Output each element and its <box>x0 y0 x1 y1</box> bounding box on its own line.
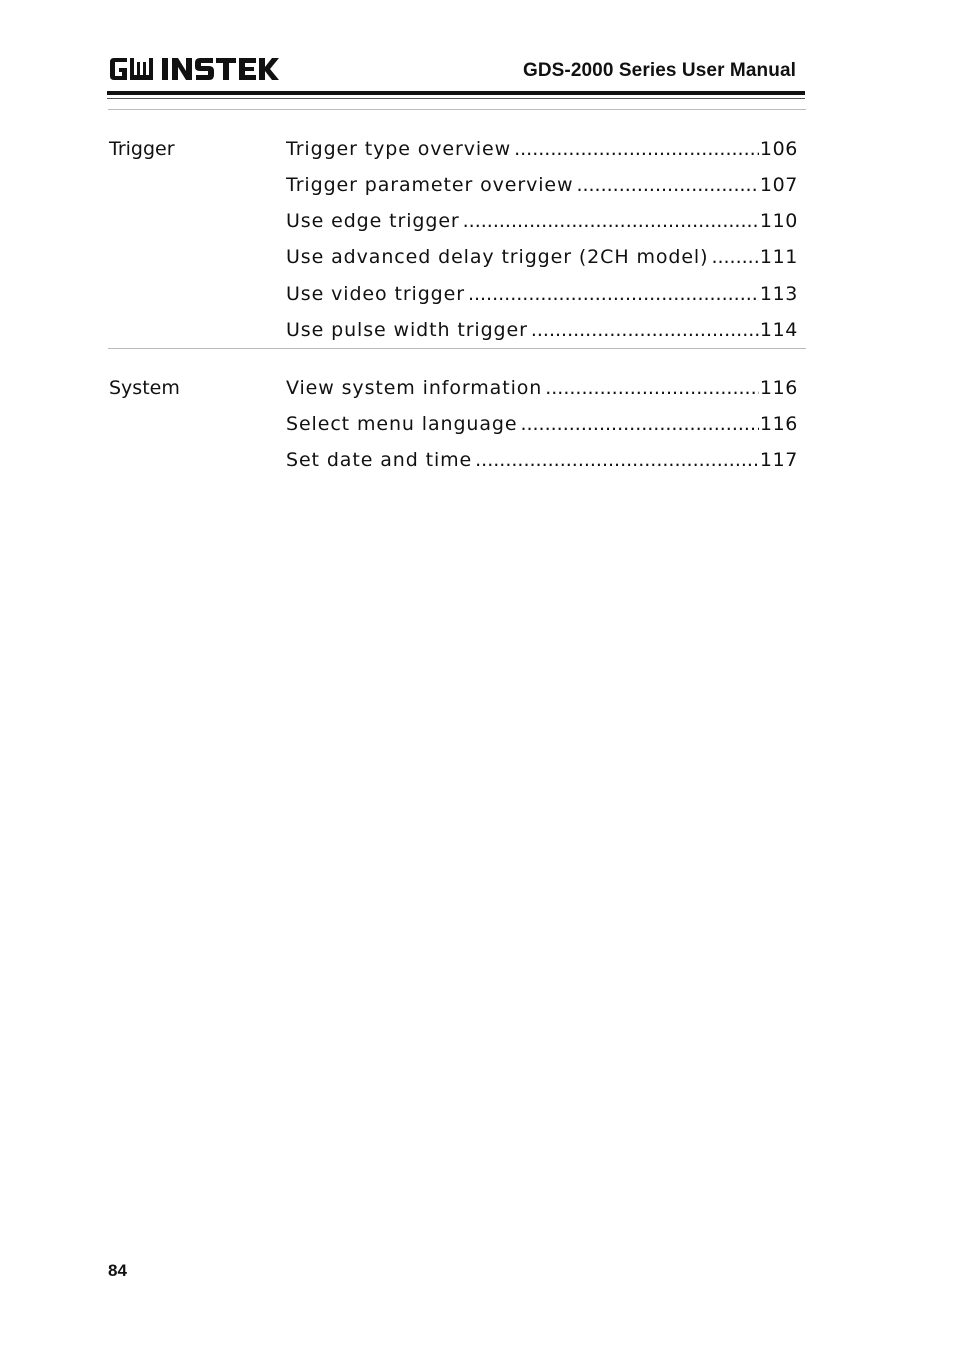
toc-entry-page: 111 <box>759 246 798 268</box>
page-number: 84 <box>108 1261 127 1280</box>
toc-entry[interactable] <box>286 174 798 202</box>
toc-section-system <box>108 377 806 487</box>
section-label: Trigger <box>109 138 175 160</box>
toc-leader-dots <box>463 210 759 232</box>
toc-leader-dots <box>468 283 759 305</box>
toc-entry-title: View system information <box>286 377 543 399</box>
toc-leader-dots <box>531 319 759 341</box>
toc-leader-dots <box>545 377 759 399</box>
toc-entry[interactable] <box>286 210 798 238</box>
content-top-rule <box>108 109 806 110</box>
toc-leader-dots <box>520 413 758 435</box>
toc-entry[interactable] <box>286 449 798 477</box>
toc-entry-page: 114 <box>759 319 798 341</box>
toc-entry-title: Use edge trigger <box>286 210 460 232</box>
toc-section-trigger <box>108 138 806 378</box>
manual-title: GDS-2000 Series User Manual <box>522 60 796 81</box>
toc-entry-page: 116 <box>759 377 798 399</box>
toc-entry[interactable] <box>286 413 798 441</box>
toc-entry-page: 107 <box>759 174 798 196</box>
toc-entry[interactable] <box>286 138 798 166</box>
toc-entry-title: Use pulse width trigger <box>286 319 528 341</box>
toc-leader-dots <box>514 138 759 160</box>
toc-leader-dots <box>576 174 758 196</box>
toc-leader-dots <box>475 449 759 471</box>
toc-entry[interactable] <box>286 246 798 274</box>
toc-entry-title: Trigger parameter overview <box>286 174 574 196</box>
section-label: System <box>109 377 180 399</box>
toc-entry-page: 113 <box>759 283 798 305</box>
toc-entry-page: 116 <box>759 413 798 435</box>
toc-entry[interactable] <box>286 319 798 347</box>
section-divider <box>108 348 806 349</box>
gw-instek-logo <box>108 54 280 84</box>
toc-entry-title: Use advanced delay trigger (2CH model) <box>286 246 709 268</box>
toc-entry-page: 117 <box>759 449 798 471</box>
toc-leader-dots <box>711 246 758 268</box>
toc-entry-title: Select menu language <box>286 413 518 435</box>
toc-entry[interactable] <box>286 377 798 405</box>
toc-entry-title: Use video trigger <box>286 283 465 305</box>
toc-entry-title: Trigger type overview <box>286 138 512 160</box>
toc-entry[interactable] <box>286 283 798 311</box>
header-rule-thin <box>107 98 805 99</box>
toc-entry-title: Set date and time <box>286 449 473 471</box>
toc-entry-page: 110 <box>759 210 798 232</box>
header-rule-thick <box>107 91 805 95</box>
brand-text: GW INSTEK <box>108 54 114 55</box>
toc-entry-page: 106 <box>759 138 798 160</box>
